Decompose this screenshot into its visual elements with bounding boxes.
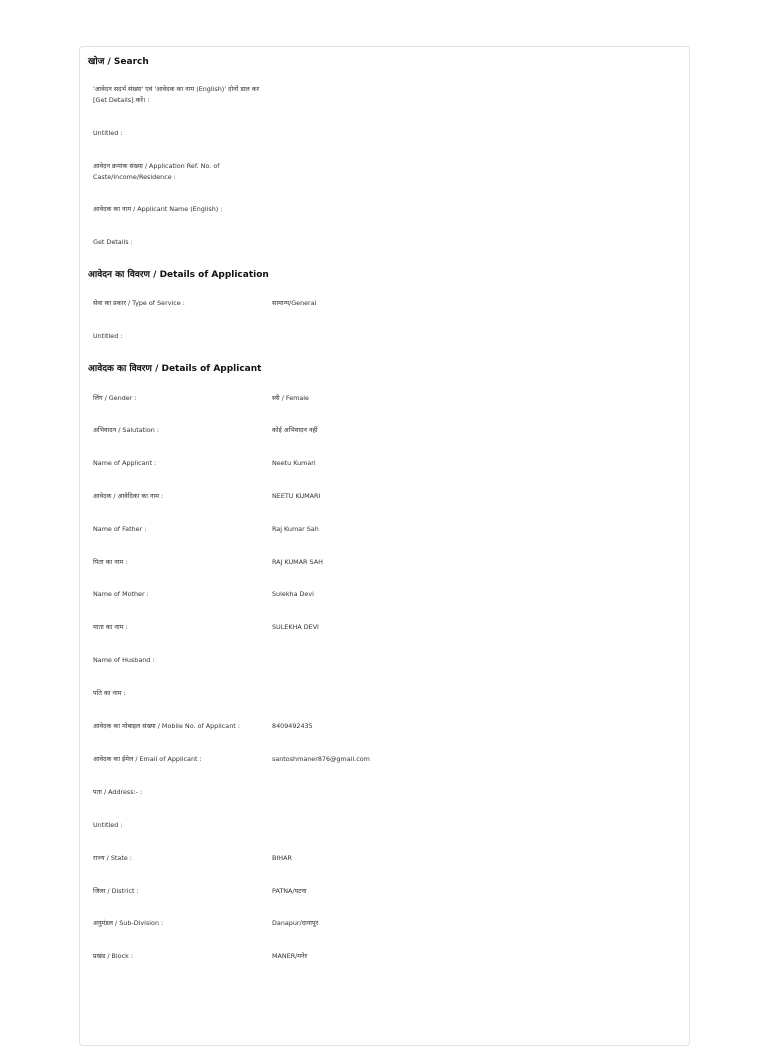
- mother-name-label: Name of Mother :: [93, 590, 149, 598]
- search-heading: खोज / Search: [88, 57, 149, 67]
- email-label: आवेदक का ईमेल / Email of Applicant :: [93, 755, 202, 763]
- email-value: santoshmaner876@gmail.com: [272, 755, 370, 763]
- mother-name-value: Sulekha Devi: [272, 590, 314, 598]
- application-untitled-label: Untitled :: [93, 332, 123, 340]
- form-card: [79, 46, 690, 1046]
- father-name-value: Raj Kumar Sah: [272, 525, 319, 533]
- mobile-label: आवेदक का मोबाइल संख्या / Mobile No. of Applicant :: [93, 722, 240, 730]
- husband-name-hindi-label: पति का नाम :: [93, 689, 126, 697]
- mother-name-hindi-value: SULEKHA DEVI: [272, 623, 319, 631]
- state-value: BIHAR: [272, 854, 292, 862]
- district-value: PATNA/पटना: [272, 887, 307, 895]
- applicant-heading: आवेदक का विवरण / Details of Applicant: [88, 364, 262, 374]
- get-details-label: Get Details :: [93, 238, 133, 246]
- gender-value: स्त्री / Female: [272, 394, 309, 402]
- sub-division-value: Danapur/दानापुर: [272, 919, 319, 927]
- father-name-hindi-label: पिता का नाम :: [93, 558, 128, 566]
- block-value: MANER/मनेर: [272, 952, 308, 960]
- address-label: पता / Address:- :: [93, 788, 143, 796]
- mobile-value: 8409492435: [272, 722, 313, 730]
- applicant-name-hindi-value: NEETU KUMARI: [272, 492, 321, 500]
- salutation-value: कोई अभिवादन नहीं: [272, 426, 318, 434]
- name-of-applicant-value: Neetu Kumari: [272, 459, 316, 467]
- name-of-applicant-label: Name of Applicant :: [93, 459, 157, 467]
- husband-name-label: Name of Husband :: [93, 656, 155, 664]
- mother-name-hindi-label: माता का नाम :: [93, 623, 128, 631]
- type-of-service-value: सामान्य/General: [272, 299, 317, 307]
- search-untitled-label: Untitled :: [93, 129, 123, 137]
- type-of-service-label: सेवा का प्रकार / Type of Service :: [93, 299, 185, 307]
- application-heading: आवेदन का विवरण / Details of Application: [88, 270, 269, 280]
- block-label: प्रखंड / Block :: [93, 952, 133, 960]
- applicant-name-english-label: आवेदक का नाम / Applicant Name (English) :: [93, 205, 223, 213]
- district-label: जिला / District :: [93, 887, 139, 895]
- application-ref-label: आवेदन क्रमांक संख्या / Application Ref. No. of Caste/Income/Residence :: [93, 162, 220, 181]
- salutation-label: अभिवादन / Salutation :: [93, 426, 160, 434]
- address-untitled-label: Untitled :: [93, 821, 123, 829]
- father-name-hindi-value: RAJ KUMAR SAH: [272, 558, 323, 566]
- father-name-label: Name of Father :: [93, 525, 147, 533]
- sub-division-label: अनुमंडल / Sub-Division :: [93, 919, 164, 927]
- state-label: राज्य / State :: [93, 854, 132, 862]
- applicant-name-hindi-label: आवेदक / आवेदिका का नाम :: [93, 492, 164, 500]
- search-instruction-label: 'आवेदन सदर्भ संख्या' एवं 'आवेदक का नाम (English)' दोनों डाल कर [Get Details] करें। :: [93, 85, 260, 104]
- gender-label: लिंग / Gender :: [93, 394, 137, 402]
